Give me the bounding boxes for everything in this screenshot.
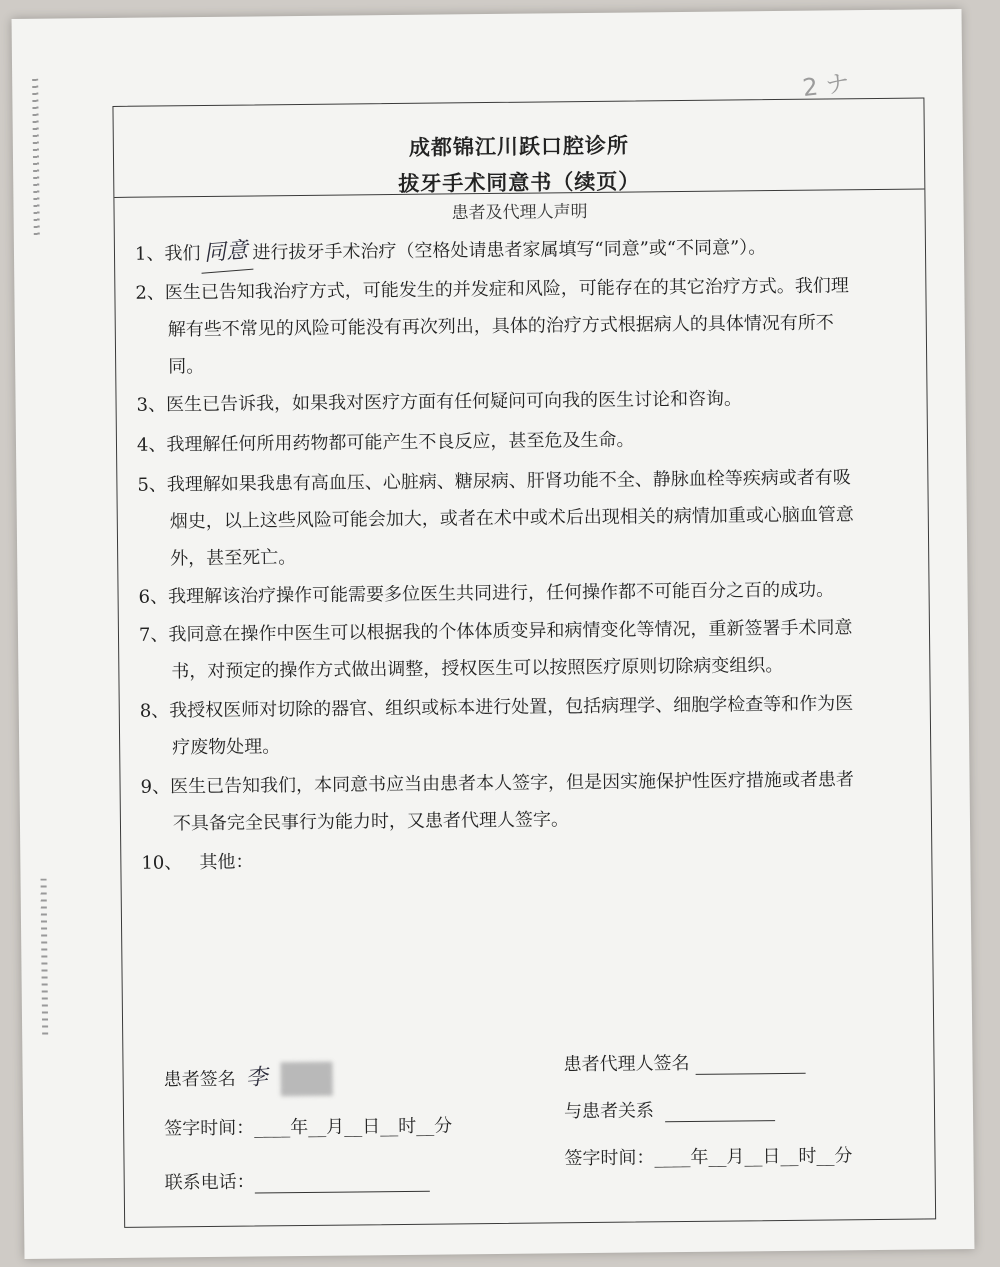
agent-signature-line — [695, 1052, 805, 1075]
consent-item-1 — [135, 227, 895, 273]
time-format: ____年__月__日__时__分 — [254, 1115, 453, 1139]
agent-time-label: 签字时间： — [564, 1147, 655, 1170]
item-number: 6、 — [138, 586, 169, 608]
consent-item-8 — [140, 685, 901, 767]
consent-item-10 — [141, 837, 901, 882]
phone-line — [255, 1170, 430, 1194]
relation-row — [564, 1095, 776, 1123]
item-number: 10、 — [141, 852, 183, 874]
agent-time-format: ____年__月__日__时__分 — [654, 1145, 853, 1169]
item-number: 4、 — [136, 434, 167, 456]
item-number: 9、 — [140, 776, 171, 798]
clinic-name: 成都锦江川跃口腔诊所 — [408, 132, 630, 160]
agent-time-row — [564, 1141, 852, 1170]
item-text: 我同意在操作中医生可以根据我的个体体质变异和病情变化等情况，重新签署手术同意 — [168, 617, 853, 646]
consent-item-4 — [137, 419, 897, 464]
consent-item-9 — [140, 761, 901, 843]
item-text: 烟史，以上这些风险可能会加大，或者在术中或术后出现相关的病情加重或心脑血管意 — [169, 504, 854, 533]
patient-signature-handwritten: 李 — [244, 1064, 269, 1092]
consent-item-2 — [135, 267, 896, 386]
patient-phone-row — [165, 1166, 430, 1195]
section-header: 患者及代理人声明 — [451, 201, 588, 224]
item-number: 5、 — [137, 474, 167, 496]
handwritten-consent: 同意 — [199, 232, 254, 274]
item-text: 我授权医师对切除的器官、组织或标本进行处置，包括病理学、细胞学检查等和作为医 — [169, 693, 854, 722]
item-text: 医生已告诉我，如果我对医疗方面有任何疑问可向我的医生讨论和咨询。 — [165, 388, 743, 416]
item-text: 我理解如果我患有高血压、心脏病、糖尿病、肝肾功能不全、静脉血栓等疾病或者有吸 — [166, 467, 851, 496]
relation-label: 与患者关系 — [563, 1100, 655, 1123]
item-number: 7、 — [138, 624, 169, 646]
item-text: 外，甚至死亡。 — [170, 547, 297, 570]
phone-label: 联系电话： — [164, 1171, 255, 1194]
item-text: 不具备完全民事行为能力时，又患者代理人签字。 — [172, 809, 570, 835]
item-text: 疗废物处理。 — [172, 736, 281, 759]
item-text: 进行拔牙手术治疗（空格处请患者家属填写“同意”或“不同意”）。 — [252, 237, 767, 264]
patient-signature-label: 患者签名 — [163, 1068, 236, 1091]
consent-item-7 — [139, 609, 900, 691]
binding-holes — [32, 79, 40, 239]
item-number: 2、 — [135, 282, 165, 304]
item-text: 我理解任何所用药物都可能产生不良反应，甚至危及生命。 — [166, 429, 635, 456]
title-row — [113, 98, 924, 197]
consent-item-5 — [137, 459, 898, 578]
item-text: 医生已告知我们，本同意书应当由患者本人签字，但是因实施保护性医疗措施或者患者 — [169, 769, 855, 798]
item-number: 8、 — [139, 700, 170, 722]
agent-signature-label: 患者代理人签名 — [563, 1052, 690, 1076]
form-frame — [112, 97, 936, 1227]
form-title: 拔牙手术同意书（续页） — [398, 168, 641, 196]
item-text: 我们 — [164, 243, 201, 265]
item-number: 3、 — [136, 394, 167, 416]
time-label: 签字时间： — [164, 1117, 255, 1140]
corner-mark: 2 ナ — [801, 68, 851, 103]
consent-form-paper — [12, 9, 975, 1259]
item-text: 其他： — [199, 851, 254, 874]
patient-time-row — [164, 1111, 452, 1140]
item-text: 书，对预定的操作方式做出调整，授权医生可以按照医疗原则切除病变组织。 — [171, 654, 784, 683]
item-text: 医生已告知我治疗方式，可能发生的并发症和风险，可能存在的其它治疗方式。我们理 — [164, 275, 849, 304]
item-number: 1、 — [134, 243, 165, 265]
relation-line — [665, 1099, 775, 1122]
redacted-signature — [281, 1062, 333, 1097]
agent-signature-row — [563, 1048, 805, 1077]
item-text: 我理解该治疗操作可能需要多位医生共同进行，任何操作都不可能百分之百的成功。 — [167, 579, 835, 608]
binding-holes — [41, 879, 49, 1039]
item-text: 解有些不常见的风险可能没有再次列出，具体的治疗方式根据病人的具体情况有所不 — [167, 312, 834, 341]
item-text: 同。 — [168, 356, 205, 378]
consent-item-3 — [136, 379, 896, 424]
patient-signature-row — [163, 1060, 333, 1098]
